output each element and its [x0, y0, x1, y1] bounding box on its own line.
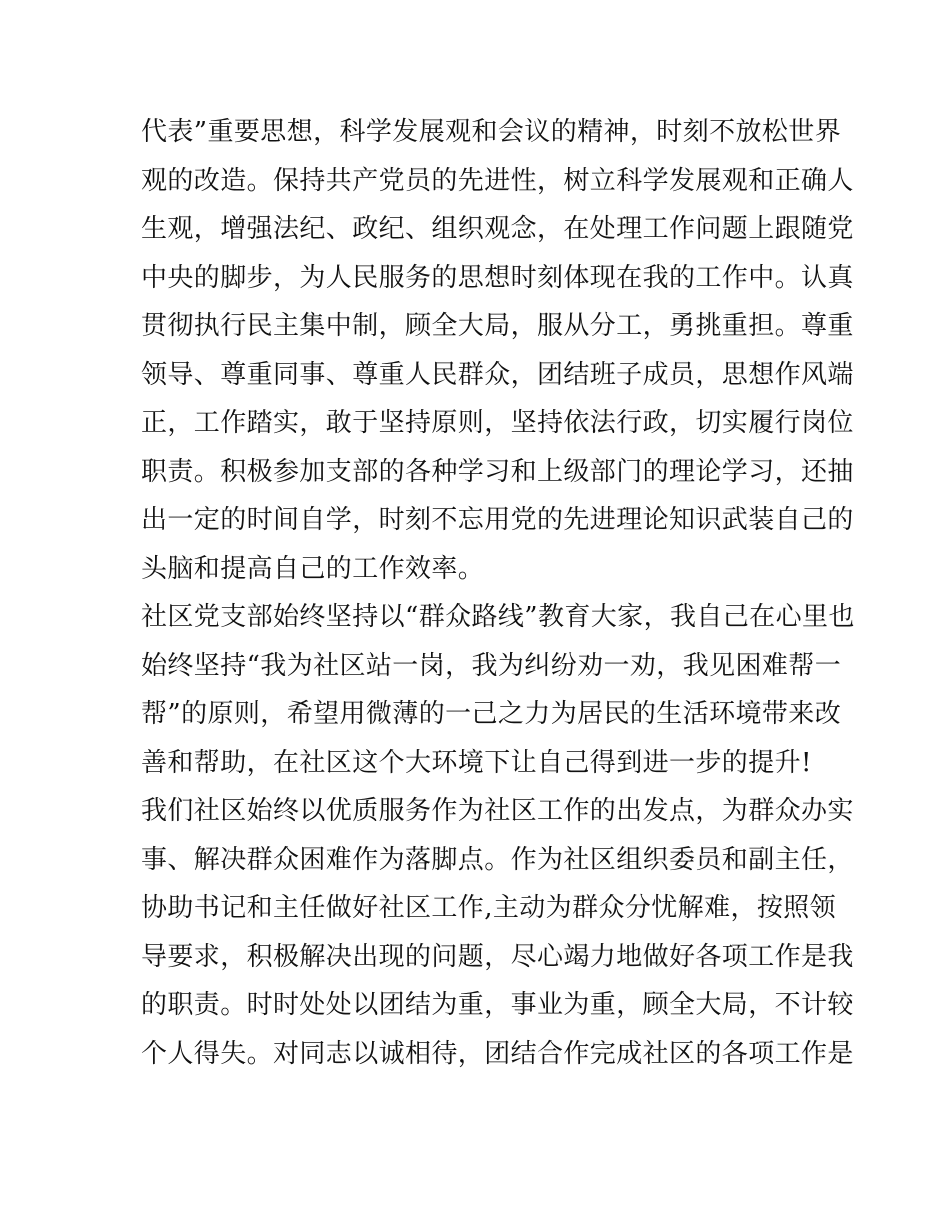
body-text — [141, 108, 855, 1078]
text-line: 的职责。时时处处以团结为重，事业为重，顾全大局，不计较 — [141, 990, 854, 1020]
text-line: 始终坚持“我为社区站一岗，我为纠纷劝一劝，我见困难帮一 — [141, 650, 842, 681]
text-line: 代表”重要思想，科学发展观和会议的精神，时刻不放松世界 — [141, 117, 842, 147]
text-line: 善和帮助，在社区这个大环境下让自己得到进一步的提升! — [141, 747, 812, 778]
text-line: 我们社区始终以优质服务作为社区工作的出发点，为群众办实 — [141, 796, 854, 826]
text-line: 中央的脚步，为人民服务的思想时刻体现在我的工作中。认真 — [141, 262, 854, 293]
text-line: 贯彻执行民主集中制，顾全大局，服从分工，勇挑重担。尊重 — [141, 311, 854, 341]
text-line: 帮”的原则，希望用微薄的一己之力为居民的生活环境带来改 — [141, 699, 842, 729]
text-line: 职责。积极参加支部的各种学习和上级部门的理论学习，还抽 — [141, 456, 854, 487]
text-line: 协助书记和主任做好社区工作,主动为群众分忧解难，按照领 — [141, 893, 837, 923]
text-line: 导要求，积极解决出现的问题，尽心竭力地做好各项工作是我 — [141, 941, 854, 972]
text-line: 领导、尊重同事、尊重人民群众，团结班子成员，思想作风端 — [141, 359, 854, 390]
text-line: 头脑和提高自己的工作效率。 — [141, 553, 485, 584]
text-line: 个人得失。对同志以诚相待，团结合作完成社区的各项工作是 — [141, 1038, 854, 1069]
text-line: 社区党支部始终坚持以“群众路线”教育大家，我自己在心里也 — [141, 602, 855, 632]
text-line: 生观，增强法纪、政纪、组织观念，在处理工作问题上跟随党 — [141, 214, 854, 244]
text-line: 事、解决群众困难作为落脚点。作为社区组织委员和副主任， — [141, 844, 854, 875]
text-line: 观的改造。保持共产党员的先进性，树立科学发展观和正确人 — [141, 165, 854, 196]
text-line: 出一定的时间自学，时刻不忘用党的先进理论知识武装自己的 — [141, 505, 854, 535]
text-line: 正，工作踏实，敢于坚持原则，坚持依法行政，切实履行岗位 — [141, 408, 854, 438]
